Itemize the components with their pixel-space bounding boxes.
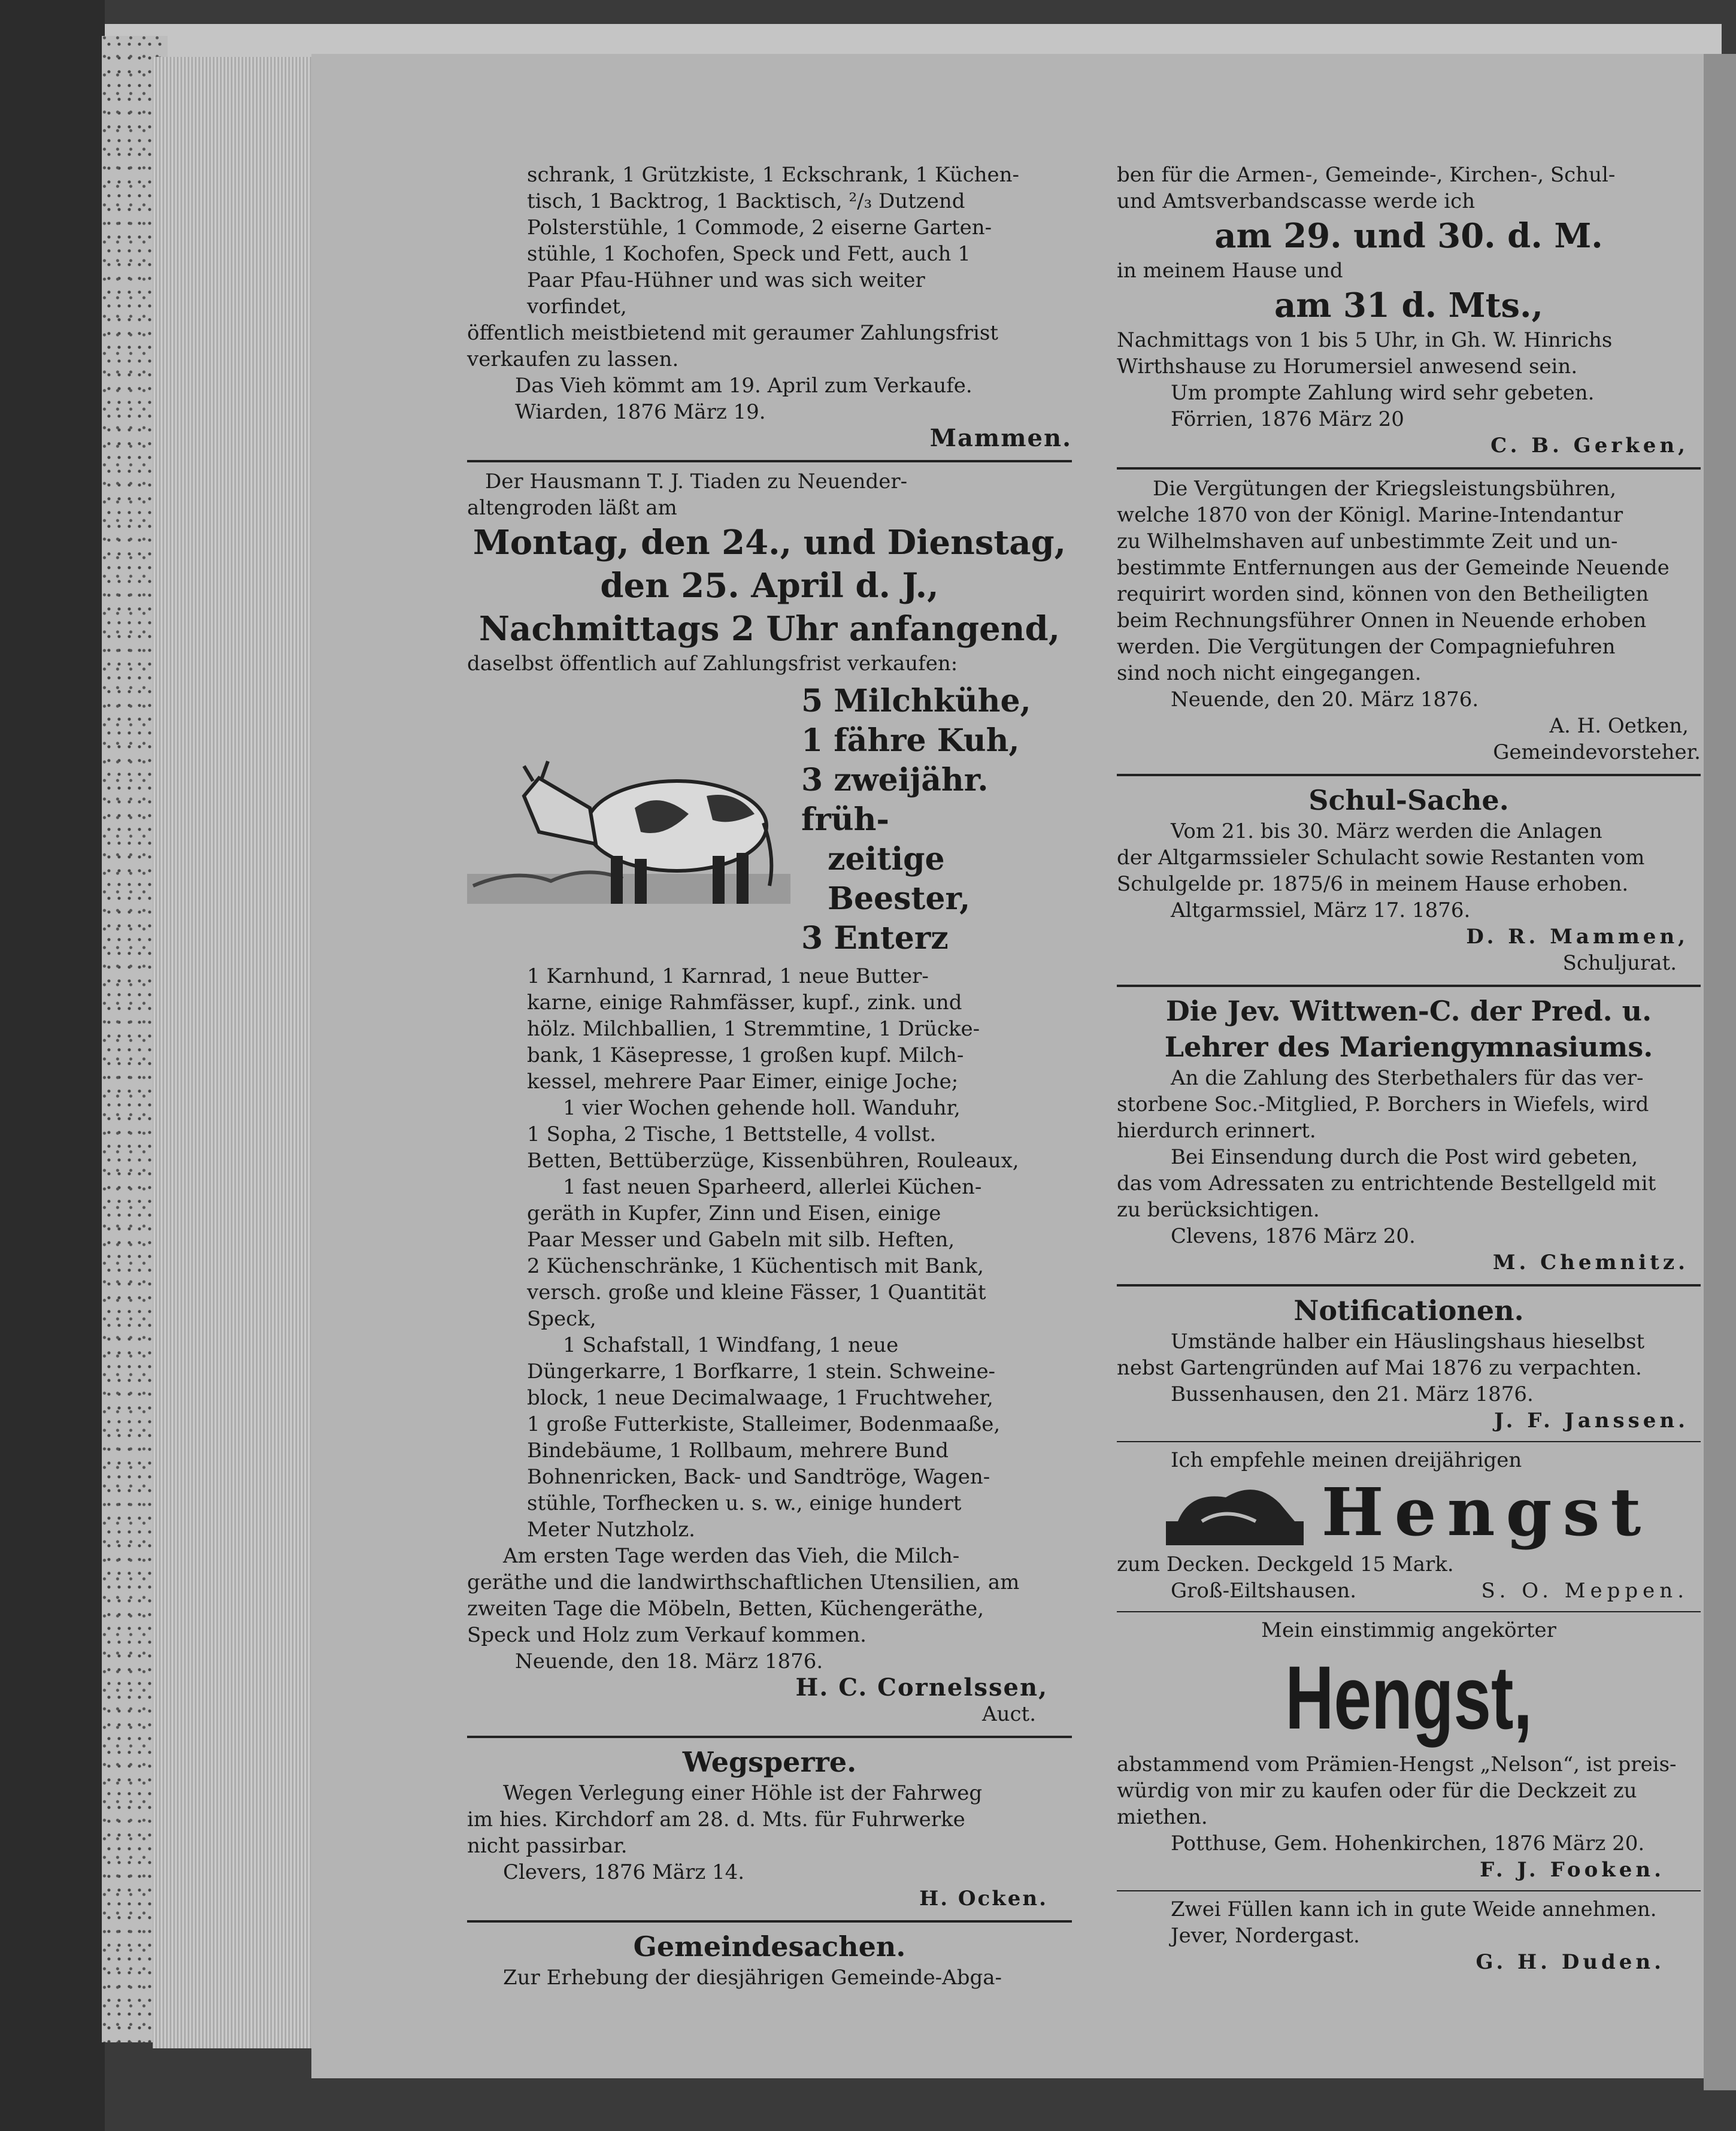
- schul-sache-ad: [1117, 782, 1701, 976]
- continued-ad-tail: [467, 320, 1072, 452]
- wegsperre-ad: [467, 1744, 1072, 1912]
- signature: H. C. Cornelssen,: [795, 1673, 1048, 1702]
- text-line: Speck,: [527, 1307, 596, 1331]
- text-line: versch. große und kleine Fässer, 1 Quantität: [527, 1281, 986, 1304]
- text-line: hierdurch erinnert.: [1117, 1119, 1316, 1143]
- signature: S. O. Meppen.: [1481, 1579, 1689, 1603]
- text-line: hölz. Milchballien, 1 Stremmtine, 1 Drücke-: [527, 1017, 980, 1041]
- text-line: Die Vergütungen der Kriegsleistungsbühren,: [1153, 477, 1617, 501]
- kriegsleistung-ad: [1117, 476, 1701, 765]
- text-line: miethen.: [1117, 1805, 1208, 1829]
- text-line: 2 Küchenschränke, 1 Küchentisch mit Bank,: [527, 1254, 984, 1278]
- text-line: altengroden läßt am: [467, 496, 677, 520]
- place-date: Clevens, 1876 März 20.: [1171, 1224, 1416, 1248]
- signature: C. B. Gerken,: [1490, 434, 1689, 458]
- text-line: würdig von mir zu kaufen oder für die Deckzeit zu: [1117, 1779, 1637, 1803]
- section-heading: Notificationen.: [1293, 1294, 1524, 1327]
- text-line: Wegen Verlegung einer Höhle ist der Fahrweg: [503, 1781, 983, 1805]
- text-line: zu Wilhelmshaven auf unbestimmte Zeit und un-: [1117, 529, 1618, 553]
- signature: Mammen.: [929, 424, 1072, 452]
- signature-title: Gemeindevorsteher.: [1493, 740, 1701, 764]
- text-line: nicht passirbar.: [467, 1834, 628, 1858]
- text-line: und Amtsverbandscasse werde ich: [1117, 189, 1476, 213]
- hengst-ad-1: [1117, 1447, 1701, 1604]
- place-date: Neuende, den 18. März 1876.: [515, 1649, 823, 1673]
- fuellen-ad: [1117, 1896, 1701, 1975]
- page-stack-edges: [153, 57, 314, 2048]
- text-line: bank, 1 Käsepresse, 1 großen kupf. Milch-: [527, 1043, 964, 1067]
- signature: D. R. Mammen,: [1466, 925, 1689, 949]
- place-date: Neuende, den 20. März 1876.: [1171, 688, 1479, 712]
- divider: [1117, 1611, 1701, 1612]
- text-line: verkaufen zu lassen.: [467, 347, 679, 371]
- text-line: Düngerkarre, 1 Borfkarre, 1 stein. Schweine-: [527, 1360, 996, 1384]
- divider: [1117, 985, 1701, 987]
- divider: [1117, 1284, 1701, 1287]
- text-line: Betten, Bettüberzüge, Kissenbühren, Rouleaux,: [527, 1149, 1019, 1173]
- signature-row: [1117, 1578, 1701, 1604]
- text-line: stühle, Torfhecken u. s. w., einige hundert: [527, 1491, 962, 1515]
- text-line: requirirt worden sind, können von den Betheiligten: [1117, 582, 1649, 606]
- auction-date-line: Nachmittags 2 Uhr anfangend,: [478, 609, 1061, 649]
- auction-date-line: Montag, den 24., und Dienstag,: [472, 523, 1067, 562]
- signature-title: Schuljurat.: [1562, 951, 1677, 975]
- text-line: Am ersten Tage werden das Vieh, die Milch-: [503, 1544, 960, 1568]
- text-line: Um prompte Zahlung wird sehr gebeten.: [1171, 381, 1595, 405]
- divider: [1117, 467, 1701, 470]
- text-line: welche 1870 von der Königl. Marine-Intendantur: [1117, 503, 1623, 527]
- animal-item: zeitige Beester,: [828, 841, 971, 917]
- place-date: Altgarmssiel, März 17. 1876.: [1171, 898, 1471, 922]
- text-line: werden. Die Vergütungen der Compagniefuhren: [1117, 635, 1616, 659]
- divider: [1117, 1890, 1701, 1891]
- cow-section: [467, 682, 1072, 958]
- text-line: Paar Pfau-Hühner und was sich weiter: [527, 268, 925, 292]
- text-line: Bindebäume, 1 Rollbaum, mehrere Bund: [527, 1439, 949, 1463]
- animal-item: 1 fähre Kuh,: [801, 722, 1020, 759]
- section-heading: Die Jev. Wittwen-C. der Pred. u.: [1165, 995, 1652, 1027]
- text-line: stühle, 1 Kochofen, Speck und Fett, auch 1: [527, 242, 971, 266]
- text-line: Vom 21. bis 30. März werden die Anlagen: [1171, 819, 1602, 843]
- text-line: Meter Nutzholz.: [527, 1518, 695, 1542]
- left-column: [467, 162, 1072, 1991]
- animal-item: 3 Enterz: [801, 920, 949, 956]
- text-line: 1 Karnhund, 1 Karnrad, 1 neue Butter-: [527, 964, 929, 988]
- date-line: am 29. und 30. d. M.: [1214, 216, 1603, 256]
- text-line: storbene Soc.-Mitglied, P. Borchers in Wiefels, wird: [1117, 1092, 1649, 1116]
- text-line: Der Hausmann T. J. Tiaden zu Neuender-: [485, 470, 908, 494]
- hengst-title: Hengst: [1321, 1473, 1652, 1551]
- notificationen-ad: [1117, 1292, 1701, 1434]
- text-line: abstammend vom Prämien-Hengst „Nelson“, ist preis-: [1117, 1752, 1677, 1776]
- text-line: im hies. Kirchdorf am 28. d. Mts. für Fuhrwerke: [467, 1808, 965, 1832]
- text-line: Zur Erhebung der diesjährigen Gemeinde-Abga-: [503, 1966, 1002, 1990]
- section-heading: Gemeindesachen.: [633, 1930, 906, 1963]
- text-line: beim Rechnungsführer Onnen in Neuende erhoben: [1117, 609, 1647, 632]
- animal-item: 5 Milchkühe,: [801, 683, 1031, 719]
- item-list-2: [467, 1095, 1072, 1332]
- text-line: Polsterstühle, 1 Commode, 2 eiserne Garten-: [527, 216, 992, 240]
- divider: [467, 1920, 1072, 1923]
- place-date: Potthuse, Gem. Hohenkirchen, 1876 März 20.: [1171, 1832, 1645, 1855]
- signature: H. Ocken.: [919, 1887, 1048, 1911]
- text-line: Umstände halber ein Häuslingshaus hieselbst: [1171, 1330, 1645, 1354]
- divider: [1117, 774, 1701, 776]
- text-line: zum Decken. Deckgeld 15 Mark.: [1117, 1552, 1454, 1576]
- text-line: Speck und Holz zum Verkauf kommen.: [467, 1623, 867, 1647]
- place-date: Förrien, 1876 März 20: [1171, 407, 1404, 431]
- gemeindesachen-ad: [467, 1929, 1072, 1991]
- section-heading: Wegsperre.: [682, 1746, 857, 1778]
- divider: [467, 460, 1072, 462]
- text-line: der Altgarmssieler Schulacht sowie Restanten vom: [1117, 846, 1645, 870]
- divider: [1117, 1441, 1701, 1442]
- text-line: vorfindet,: [527, 295, 627, 319]
- hengst-ad-2: [1117, 1617, 1701, 1883]
- text-line: sind noch nicht eingegangen.: [1117, 661, 1422, 685]
- hengst-title: Hengst,: [1285, 1647, 1532, 1748]
- place-date: Jever, Nordergast.: [1171, 1924, 1360, 1948]
- animal-list: [790, 682, 1072, 958]
- text-line: An die Zahlung des Sterbethalers für das ver-: [1171, 1066, 1644, 1090]
- text-line: Mein einstimmig angekörter: [1261, 1618, 1556, 1642]
- right-column: [1117, 162, 1701, 1975]
- text-line: Bei Einsendung durch die Post wird gebeten,: [1171, 1145, 1638, 1169]
- text-line: 1 große Futterkiste, Stalleimer, Bodenmaaße,: [527, 1412, 1001, 1436]
- text-line: geräthe und die landwirthschaftlichen Utensilien, am: [467, 1570, 1020, 1594]
- signature-title: Auct.: [982, 1702, 1036, 1726]
- text-line: Ich empfehle meinen dreijährigen: [1171, 1448, 1522, 1472]
- signature: F. J. Fooken.: [1480, 1858, 1665, 1882]
- text-line: öffentlich meistbietend mit geraumer Zahlungsfrist: [467, 321, 998, 345]
- text-line: ben für die Armen-, Gemeinde-, Kirchen-, Schul-: [1117, 163, 1616, 187]
- section-heading: Schul-Sache.: [1308, 784, 1509, 816]
- animal-item: 3 zweijähr. früh-: [801, 762, 989, 838]
- text-line: Nachmittags von 1 bis 5 Uhr, in Gh. W. Hinrichs: [1117, 328, 1613, 352]
- signature: M. Chemnitz.: [1492, 1251, 1689, 1275]
- item-list-4: [467, 1543, 1072, 1648]
- text-line: Paar Messer und Gabeln mit silb. Heften,: [527, 1228, 955, 1252]
- place-date: Bussenhausen, den 21. März 1876.: [1171, 1382, 1534, 1406]
- hengst-header: [1117, 1473, 1701, 1551]
- text-line: tisch, 1 Backtrog, 1 Backtisch, ²/₃ Dutzend: [527, 189, 965, 213]
- place-date: Wiarden, 1876 März 19.: [515, 400, 766, 424]
- text-line: zu berücksichtigen.: [1117, 1198, 1320, 1222]
- continued-ad: [467, 162, 1072, 320]
- text-line: zweiten Tage die Möbeln, Betten, Küchengeräthe,: [467, 1597, 984, 1621]
- text-line: 1 vier Wochen gehende holl. Wanduhr,: [563, 1096, 961, 1120]
- text-line: karne, einige Rahmfässer, kupf., zink. und: [527, 991, 962, 1015]
- signature: J. F. Janssen.: [1494, 1409, 1689, 1433]
- item-list-1: [467, 963, 1072, 1095]
- horse-illustration-icon: [1166, 1479, 1304, 1545]
- divider: [467, 1736, 1072, 1738]
- text-line: kessel, mehrere Paar Eimer, einige Joche;: [527, 1070, 959, 1094]
- text-line: Zwei Füllen kann ich in gute Weide annehmen.: [1171, 1897, 1657, 1921]
- text-line: schrank, 1 Grützkiste, 1 Eckschrank, 1 Küchen-: [527, 163, 1020, 187]
- auction-ad: [467, 468, 1072, 1727]
- auction-date-line: den 25. April d. J.,: [600, 566, 939, 606]
- gemeinde-abgaben-cont: [1117, 162, 1701, 459]
- text-line: Schulgelde pr. 1875/6 in meinem Hause erhoben.: [1117, 872, 1629, 896]
- text-line: 1 Sopha, 2 Tische, 1 Bettstelle, 4 vollst.: [527, 1122, 937, 1146]
- item-list-3: [467, 1332, 1072, 1543]
- text-line: Bohnenricken, Back- und Sandtröge, Wagen-: [527, 1465, 990, 1489]
- section-heading: Lehrer des Mariengymnasiums.: [1164, 1031, 1653, 1063]
- date-line: am 31 d. Mts.,: [1274, 286, 1543, 325]
- signature: A. H. Oetken,: [1549, 714, 1689, 738]
- signature: G. H. Duden.: [1476, 1950, 1665, 1974]
- text-line: 1 Schafstall, 1 Windfang, 1 neue: [563, 1333, 899, 1357]
- place-date: Clevers, 1876 März 14.: [503, 1860, 745, 1884]
- text-line: bestimmte Entfernungen aus der Gemeinde Neuende: [1117, 556, 1670, 580]
- place: Groß-Eiltshausen.: [1171, 1579, 1357, 1603]
- text-line: in meinem Hause und: [1117, 259, 1343, 283]
- book-cover: [0, 0, 105, 2131]
- text-line: das vom Adressaten zu entrichtende Bestellgeld mit: [1117, 1172, 1656, 1195]
- text-line: Das Vieh kömmt am 19. April zum Verkaufe.: [515, 374, 972, 398]
- text-line: daselbst öffentlich auf Zahlungsfrist verkaufen:: [467, 652, 958, 676]
- text-line: geräth in Kupfer, Zinn und Eisen, einige: [527, 1201, 941, 1225]
- wittwen-casse-ad: [1117, 993, 1701, 1276]
- next-page-edge: [1704, 54, 1736, 2090]
- text-line: block, 1 neue Decimalwaage, 1 Fruchtweher,: [527, 1386, 993, 1410]
- text-line: 1 fast neuen Sparheerd, allerlei Küchen-: [563, 1175, 982, 1199]
- cow-illustration-icon: [467, 724, 790, 916]
- text-line: nebst Gartengründen auf Mai 1876 zu verpachten.: [1117, 1356, 1642, 1380]
- text-line: Wirthshause zu Horumersiel anwesend sein.: [1117, 355, 1578, 379]
